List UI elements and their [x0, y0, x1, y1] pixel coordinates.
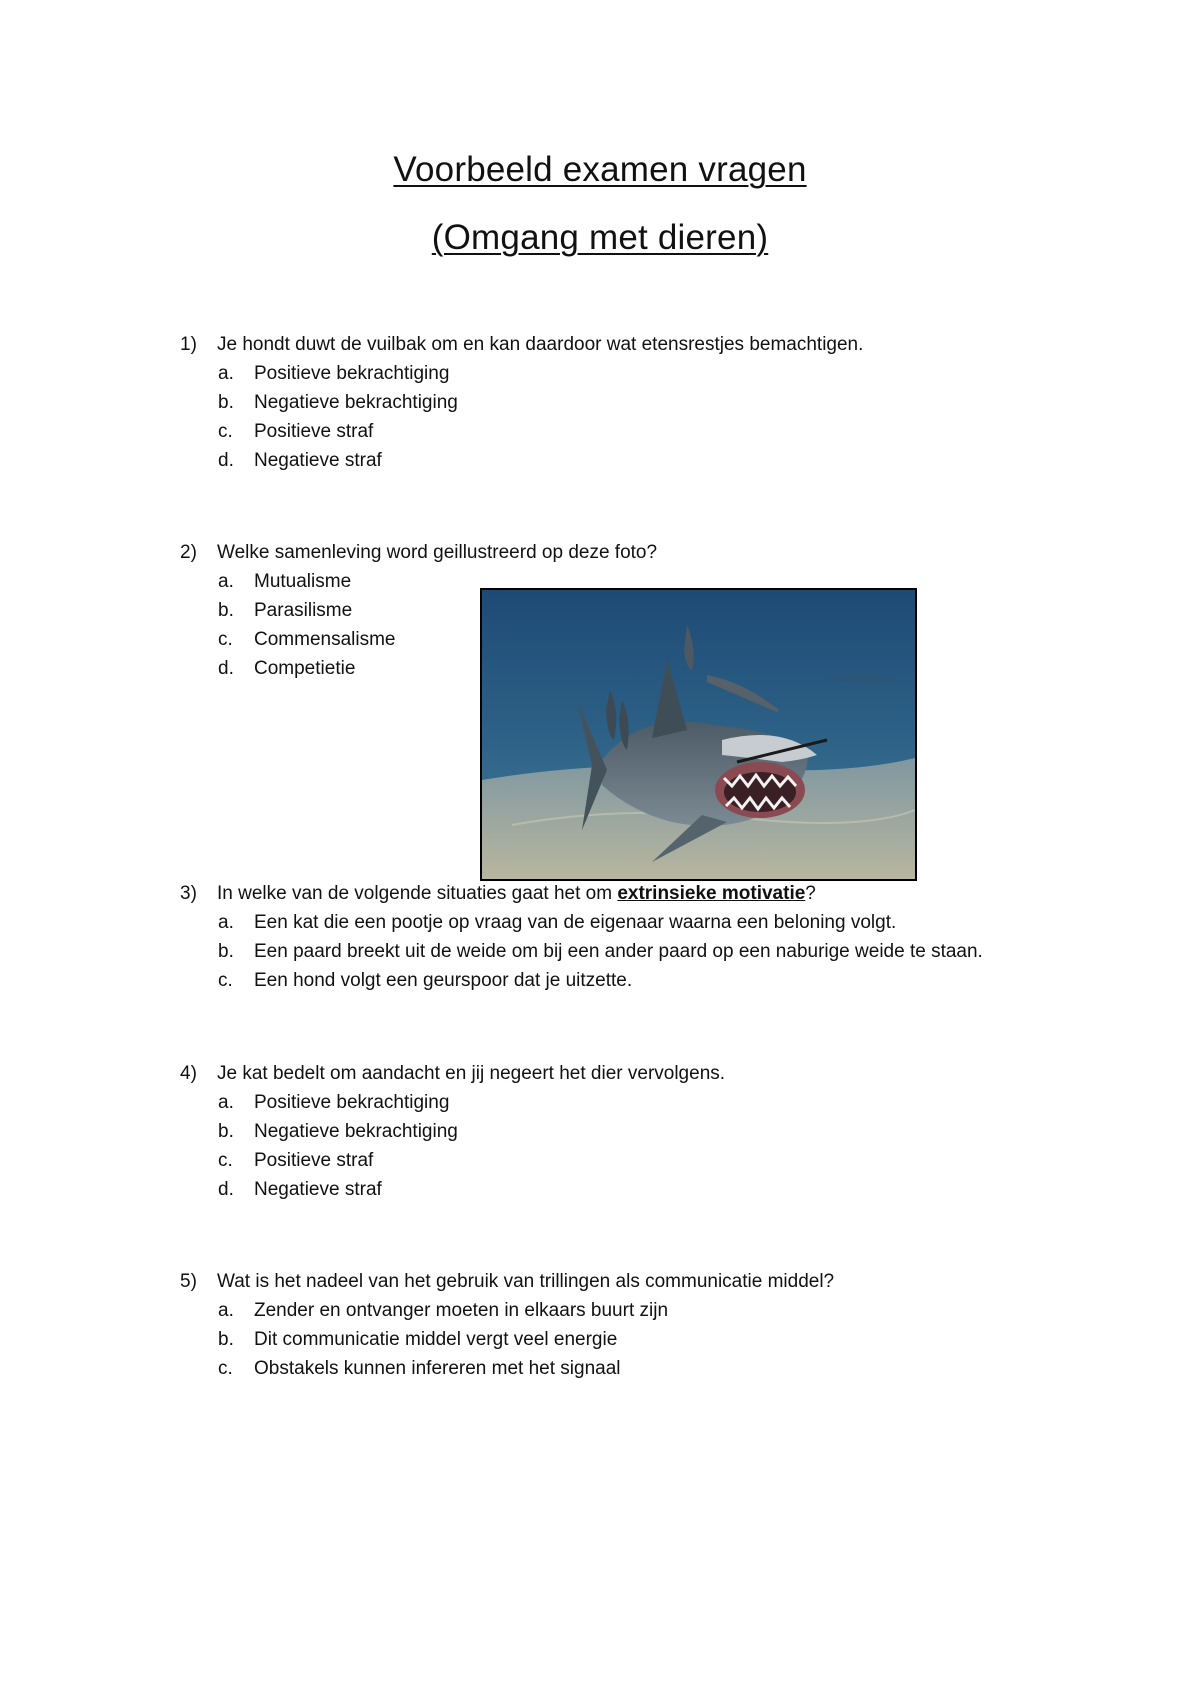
- option-text: Parasilisme: [254, 600, 353, 621]
- option-label: c.: [218, 1358, 233, 1379]
- question-number: 3): [180, 883, 197, 904]
- option-text: Commensalisme: [254, 629, 396, 650]
- option-label: b.: [218, 941, 234, 962]
- question-text: [217, 880, 816, 908]
- option-label: c.: [218, 970, 233, 991]
- option-text: Negatieve bekrachtiging: [254, 1121, 458, 1142]
- option-label: d.: [218, 450, 234, 471]
- question-text-before: In welke van de volgende situaties gaat het om: [217, 883, 618, 904]
- option-text: Obstakels kunnen infereren met het signaal: [254, 1358, 621, 1379]
- option-label: a.: [218, 1092, 234, 1113]
- option-text: Positieve straf: [254, 421, 374, 442]
- option-label: d.: [218, 658, 234, 679]
- question-text: Je kat bedelt om aandacht en jij negeert het dier vervolgens.: [217, 1063, 726, 1084]
- shark-remora-photo: [480, 588, 917, 881]
- question-number: 4): [180, 1063, 197, 1084]
- option-text: Een paard breekt uit de weide om bij een ander paard op een naburige weide te staan.: [254, 941, 983, 962]
- option-text: Positieve bekrachtiging: [254, 1092, 450, 1113]
- option-text: Negatieve bekrachtiging: [254, 392, 458, 413]
- option-text: Positieve bekrachtiging: [254, 363, 450, 384]
- option-text: Negatieve straf: [254, 450, 382, 471]
- option-label: b.: [218, 600, 234, 621]
- option-label: b.: [218, 1121, 234, 1142]
- option-text: Dit communicatie middel vergt veel energie: [254, 1329, 618, 1350]
- option-text: Zender en ontvanger moeten in elkaars buurt zijn: [254, 1300, 669, 1321]
- option-text: Mutualisme: [254, 571, 352, 592]
- question-emphasis: extrinsieke motivatie: [617, 883, 806, 904]
- option-label: b.: [218, 1329, 234, 1350]
- question-number: 2): [180, 542, 197, 563]
- option-text: Positieve straf: [254, 1150, 374, 1171]
- document-title: Voorbeeld examen vragen: [393, 150, 807, 189]
- question-number: 1): [180, 334, 197, 355]
- option-text: Een hond volgt een geurspoor dat je uitzette.: [254, 970, 633, 991]
- option-text: Competietie: [254, 658, 356, 679]
- question-text-after: ?: [805, 883, 816, 904]
- option-label: a.: [218, 363, 234, 384]
- option-text: Een kat die een pootje op vraag van de eigenaar waarna een beloning volgt.: [254, 912, 897, 933]
- option-label: c.: [218, 421, 233, 442]
- question-number: 5): [180, 1271, 197, 1292]
- document-subtitle: (Omgang met dieren): [431, 218, 769, 257]
- question-text: Wat is het nadeel van het gebruik van trillingen als communicatie middel?: [217, 1271, 835, 1292]
- option-label: a.: [218, 1300, 234, 1321]
- option-text: Negatieve straf: [254, 1179, 382, 1200]
- question-text: Je hondt duwt de vuilbak om en kan daardoor wat etensrestjes bemachtigen.: [217, 334, 864, 355]
- option-label: d.: [218, 1179, 234, 1200]
- option-label: c.: [218, 1150, 233, 1171]
- option-label: a.: [218, 571, 234, 592]
- option-label: a.: [218, 912, 234, 933]
- option-label: b.: [218, 392, 234, 413]
- question-text: Welke samenleving word geillustreerd op deze foto?: [217, 542, 658, 563]
- option-label: c.: [218, 629, 233, 650]
